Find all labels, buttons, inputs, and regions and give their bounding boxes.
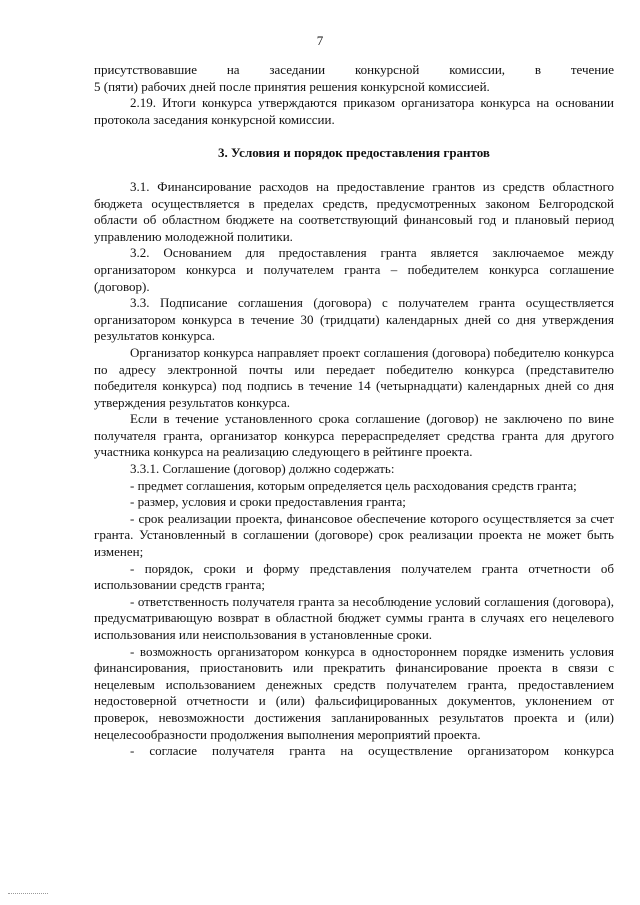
list-item: - согласие получателя гранта на осуществление организатором конкурса [130, 743, 614, 759]
document-body [94, 62, 614, 760]
list-item: - порядок, сроки и форму представления получателем гранта отчетности об использовании средств гранта; [94, 560, 614, 593]
paragraph-3-3: 3.3. Подписание соглашения (договора) с получателем гранта осуществляется организатором конкурса в течение 30 (тридцати) календарных дней со дня утверждения результатов конкурса. [94, 295, 614, 344]
list-item: - срок реализации проекта, финансовое обеспечение которого осуществляется за счет гранта. Установленный в соглашении (договоре) срок реализации проекта не может быть изменен; [94, 510, 614, 560]
paragraph-continuation: присутствовавшие на заседании конкурсной комиссии, в течение [94, 62, 614, 77]
paragraph-if-not-concluded: Если в течение установленного срока соглашение (договор) не заключено по вине получателя гранта, организатор конкурса перераспределяет средства гранта для другого участника конкурса на реализацию следующего в рейтинге проекта. [94, 411, 614, 460]
paragraph-organizer: Организатор конкурса направляет проект соглашения (договора) победителю конкурса по адресу электронной почты или передает победителю конкурса (представителю победителя конкурса) под подпись в течение 14 (четырнадцати) календарных дней со дня утверждения результатов конкурса. [94, 344, 614, 410]
scan-artifact [8, 893, 48, 897]
list-item: - ответственность получателя гранта за несоблюдение условий соглашения (договора), предусматривающую возврат в областной бюджет суммы гранта в случаях его нецелевого использования или неиспользования в установленные сроки. [94, 593, 614, 642]
paragraph-continuation: 5 (пяти) рабочих дней после принятия решения конкурсной комиссией. [94, 78, 490, 94]
page-number: 7 [316, 33, 324, 48]
list-item: - размер, условия и сроки предоставления гранта; [130, 494, 406, 510]
list-item: - возможность организатором конкурса в одностороннем порядке изменить условия финансирования, приостановить или прекратить финансирование проекта в связи с нецелевым использованием денежных средств получателем гранта, предоставлением недостоверной отчетности и (или) фальсифицированных документов, уклонением от проверок, невозможности достижения запланированных результатов проекта и (или) нецелесообразности продолжения выполнения мероприятий проекта. [94, 643, 614, 742]
list-item: - предмет соглашения, которым определяется цель расходования средств гранта; [130, 477, 577, 493]
paragraph-3-1: 3.1. Финансирование расходов на предоставление грантов из средств областного бюджета осуществляется в пределах средств, предусмотренных законом Белгородской области об областном бюджете на соответствующий финансовый год и плановый период управлению молодежной политики. [94, 178, 614, 244]
paragraph-3-3-1: 3.3.1. Соглашение (договор) должно содержать: [130, 461, 395, 477]
paragraph-3-2: 3.2. Основанием для предоставления гранта является заключаемое между организатором конкурса и получателем гранта – победителем конкурса соглашение (договор). [94, 245, 614, 294]
section-heading: 3. Условия и порядок предоставления грантов [218, 145, 490, 161]
paragraph-2-19: 2.19. Итоги конкурса утверждаются приказом организатора конкурса на основании протокола заседания конкурсной комиссии. [94, 95, 614, 127]
